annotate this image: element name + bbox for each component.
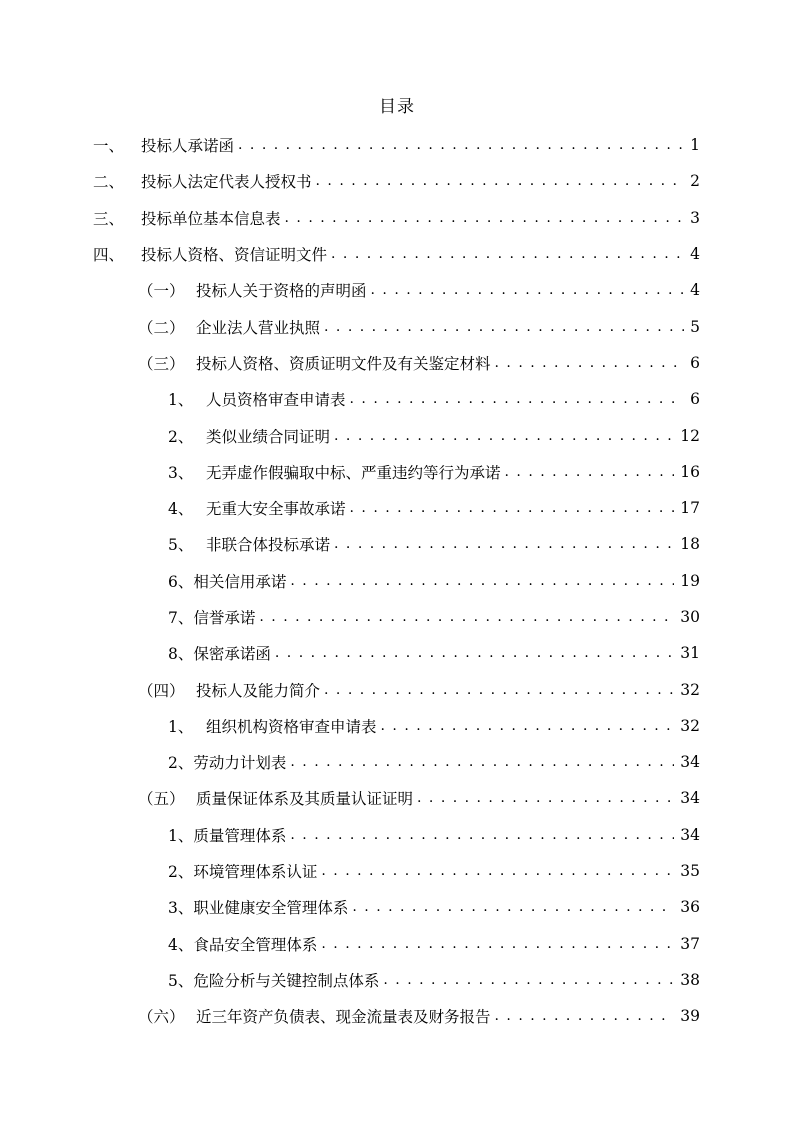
toc-entry-number: 1、 <box>168 717 194 736</box>
dot-leader <box>350 499 675 517</box>
toc-entry-page: 19 <box>680 571 700 590</box>
dot-leader <box>238 136 684 154</box>
toc-entry-label: 投标人资格、资信证明文件 <box>141 246 328 265</box>
toc-entry-number: 四、 <box>93 246 125 265</box>
toc-entry-label: 投标人资格、资质证明文件及有关鉴定材料 <box>196 354 491 373</box>
toc-entry-number: 3、 <box>168 463 194 482</box>
toc-entry-page: 30 <box>680 608 700 626</box>
toc-entry-4-3-5[interactable] <box>0 526 794 562</box>
toc-entry-label: 危险分析与关键控制点体系 <box>193 971 380 990</box>
toc-entry-label: 非联合体投标承诺 <box>206 536 331 555</box>
toc-entry-label: 劳动力计划表 <box>193 754 287 773</box>
toc-entry-number: （六） <box>138 1008 185 1027</box>
dot-leader <box>352 898 674 916</box>
toc-entry-number: （四） <box>138 681 185 700</box>
toc-entry-label: 人员资格审查申请表 <box>206 391 346 410</box>
toc-entry-number: 4、 <box>168 935 194 954</box>
toc-entry-number: 8、 <box>168 645 194 664</box>
toc-entry-number: 6、 <box>168 572 194 591</box>
toc-entry-page: 6 <box>690 390 700 409</box>
toc-entry-4-4-1[interactable] <box>0 708 794 744</box>
toc-entry-number: 5、 <box>168 971 194 990</box>
toc-entry-number: 1、 <box>168 826 194 845</box>
dot-leader <box>285 209 684 227</box>
toc-entry-4-3-2[interactable] <box>0 417 794 453</box>
toc-entry-4-5-1[interactable] <box>0 817 794 853</box>
toc-entry-page: 5 <box>690 317 700 336</box>
toc-entry-number: 三、 <box>93 209 125 228</box>
toc-entry-number: 7、 <box>168 609 194 627</box>
toc-entry-page: 3 <box>690 208 700 227</box>
toc-entry-label: 投标人法定代表人授权书 <box>141 173 312 192</box>
toc-entry-number: 2、 <box>168 754 194 773</box>
toc-entry-4-6[interactable] <box>0 998 794 1034</box>
toc-entry-2[interactable] <box>0 163 794 199</box>
toc-entry-page: 35 <box>680 862 700 881</box>
dot-leader <box>417 789 674 807</box>
toc-entry-number: 3、 <box>168 899 194 918</box>
toc-entry-page: 31 <box>680 644 700 663</box>
toc-entry-4-3-6[interactable] <box>0 563 794 599</box>
dot-leader <box>321 935 674 953</box>
toc-entry-page: 34 <box>680 753 700 772</box>
dot-leader <box>495 1007 675 1025</box>
toc-entry-number: 2、 <box>168 863 194 882</box>
toc-entry-label: 相关信用承诺 <box>193 572 287 591</box>
toc-entry-label: 投标人关于资格的声明函 <box>196 282 367 301</box>
toc-entry-page: 34 <box>680 789 700 808</box>
toc-entry-page: 12 <box>680 426 700 445</box>
dot-leader <box>321 862 674 880</box>
toc-entry-4[interactable] <box>0 236 794 272</box>
toc-entry-number: 一、 <box>93 137 125 156</box>
toc-entry-4-3-8[interactable] <box>0 635 794 671</box>
toc-entry-4-1[interactable] <box>0 272 794 308</box>
toc-entry-label: 类似业绩合同证明 <box>206 427 331 446</box>
toc-entry-4-3[interactable] <box>0 345 794 381</box>
toc-entry-number: 2、 <box>168 427 194 446</box>
dot-leader <box>334 427 674 445</box>
toc-entry-label: 信誉承诺 <box>193 609 256 627</box>
toc-entry-4-5[interactable] <box>0 780 794 816</box>
toc-entry-number: （三） <box>138 354 185 373</box>
toc-entry-4-4-2[interactable] <box>0 744 794 780</box>
toc-entry-4-5-4[interactable] <box>0 926 794 962</box>
toc-entry-page: 39 <box>680 1007 700 1026</box>
dot-leader <box>275 644 674 662</box>
toc-entry-number: 5、 <box>168 536 194 555</box>
toc-entry-4-4[interactable] <box>0 671 794 707</box>
toc-entry-label: 质量管理体系 <box>193 826 287 845</box>
dot-leader <box>331 245 684 263</box>
toc-entry-number: 1、 <box>168 391 194 410</box>
toc-entry-label: 质量保证体系及其质量认证证明 <box>196 790 414 809</box>
toc-entry-number: 二、 <box>93 173 125 192</box>
dot-leader <box>290 753 674 771</box>
dot-leader <box>505 463 675 481</box>
toc-entry-page: 37 <box>680 934 700 953</box>
dot-leader <box>334 535 674 553</box>
table-of-contents <box>0 127 794 1034</box>
toc-entry-4-3-4[interactable] <box>0 490 794 526</box>
toc-entry-label: 投标人承诺函 <box>141 137 235 156</box>
dot-leader <box>259 608 674 626</box>
toc-entry-page: 6 <box>690 353 700 372</box>
toc-entry-label: 投标人及能力简介 <box>196 681 321 700</box>
toc-entry-page: 17 <box>680 499 700 518</box>
toc-entry-page: 16 <box>680 462 700 481</box>
toc-title: 目录 <box>379 97 415 117</box>
toc-entry-4-5-3[interactable] <box>0 889 794 925</box>
toc-entry-1[interactable] <box>0 127 794 163</box>
toc-entry-4-3-3[interactable] <box>0 454 794 490</box>
dot-leader <box>383 971 674 989</box>
toc-entry-number: （二） <box>138 318 185 337</box>
toc-entry-label: 职业健康安全管理体系 <box>193 899 349 918</box>
toc-entry-4-3-7[interactable] <box>0 599 794 635</box>
toc-entry-page: 32 <box>680 680 700 699</box>
dot-leader <box>324 318 684 336</box>
dot-leader <box>381 717 675 735</box>
toc-entry-page: 32 <box>680 716 700 735</box>
dot-leader <box>290 572 674 590</box>
dot-leader <box>350 390 684 408</box>
toc-entry-page: 4 <box>690 245 700 264</box>
toc-entry-label: 无重大安全事故承诺 <box>206 500 346 519</box>
toc-entry-number: （一） <box>138 282 185 301</box>
toc-entry-page: 1 <box>690 136 700 155</box>
toc-entry-number: （五） <box>138 790 185 809</box>
toc-entry-4-5-5[interactable] <box>0 962 794 998</box>
dot-leader <box>495 354 684 372</box>
toc-entry-4-5-2[interactable] <box>0 853 794 889</box>
toc-entry-page: 2 <box>690 172 700 191</box>
toc-entry-4-2[interactable] <box>0 308 794 344</box>
toc-entry-page: 4 <box>690 281 700 300</box>
toc-entry-label: 近三年资产负债表、现金流量表及财务报告 <box>196 1008 491 1027</box>
toc-entry-label: 环境管理体系认证 <box>193 863 318 882</box>
toc-entry-label: 食品安全管理体系 <box>193 935 318 954</box>
toc-entry-number: 4、 <box>168 500 194 519</box>
dot-leader <box>290 826 674 844</box>
dot-leader <box>371 281 684 299</box>
toc-entry-page: 18 <box>680 535 700 554</box>
toc-entry-page: 34 <box>680 825 700 844</box>
toc-entry-4-3-1[interactable] <box>0 381 794 417</box>
toc-entry-label: 无弄虚作假骗取中标、严重违约等行为承诺 <box>206 463 501 482</box>
dot-leader <box>316 172 684 190</box>
dot-leader <box>324 681 674 699</box>
toc-entry-label: 保密承诺函 <box>193 645 271 664</box>
toc-entry-page: 36 <box>680 898 700 917</box>
toc-entry-label: 企业法人营业执照 <box>196 318 321 337</box>
toc-entry-label: 投标单位基本信息表 <box>141 209 281 228</box>
toc-entry-page: 38 <box>680 970 700 989</box>
toc-entry-3[interactable] <box>0 200 794 236</box>
toc-entry-label: 组织机构资格审查申请表 <box>206 717 377 736</box>
